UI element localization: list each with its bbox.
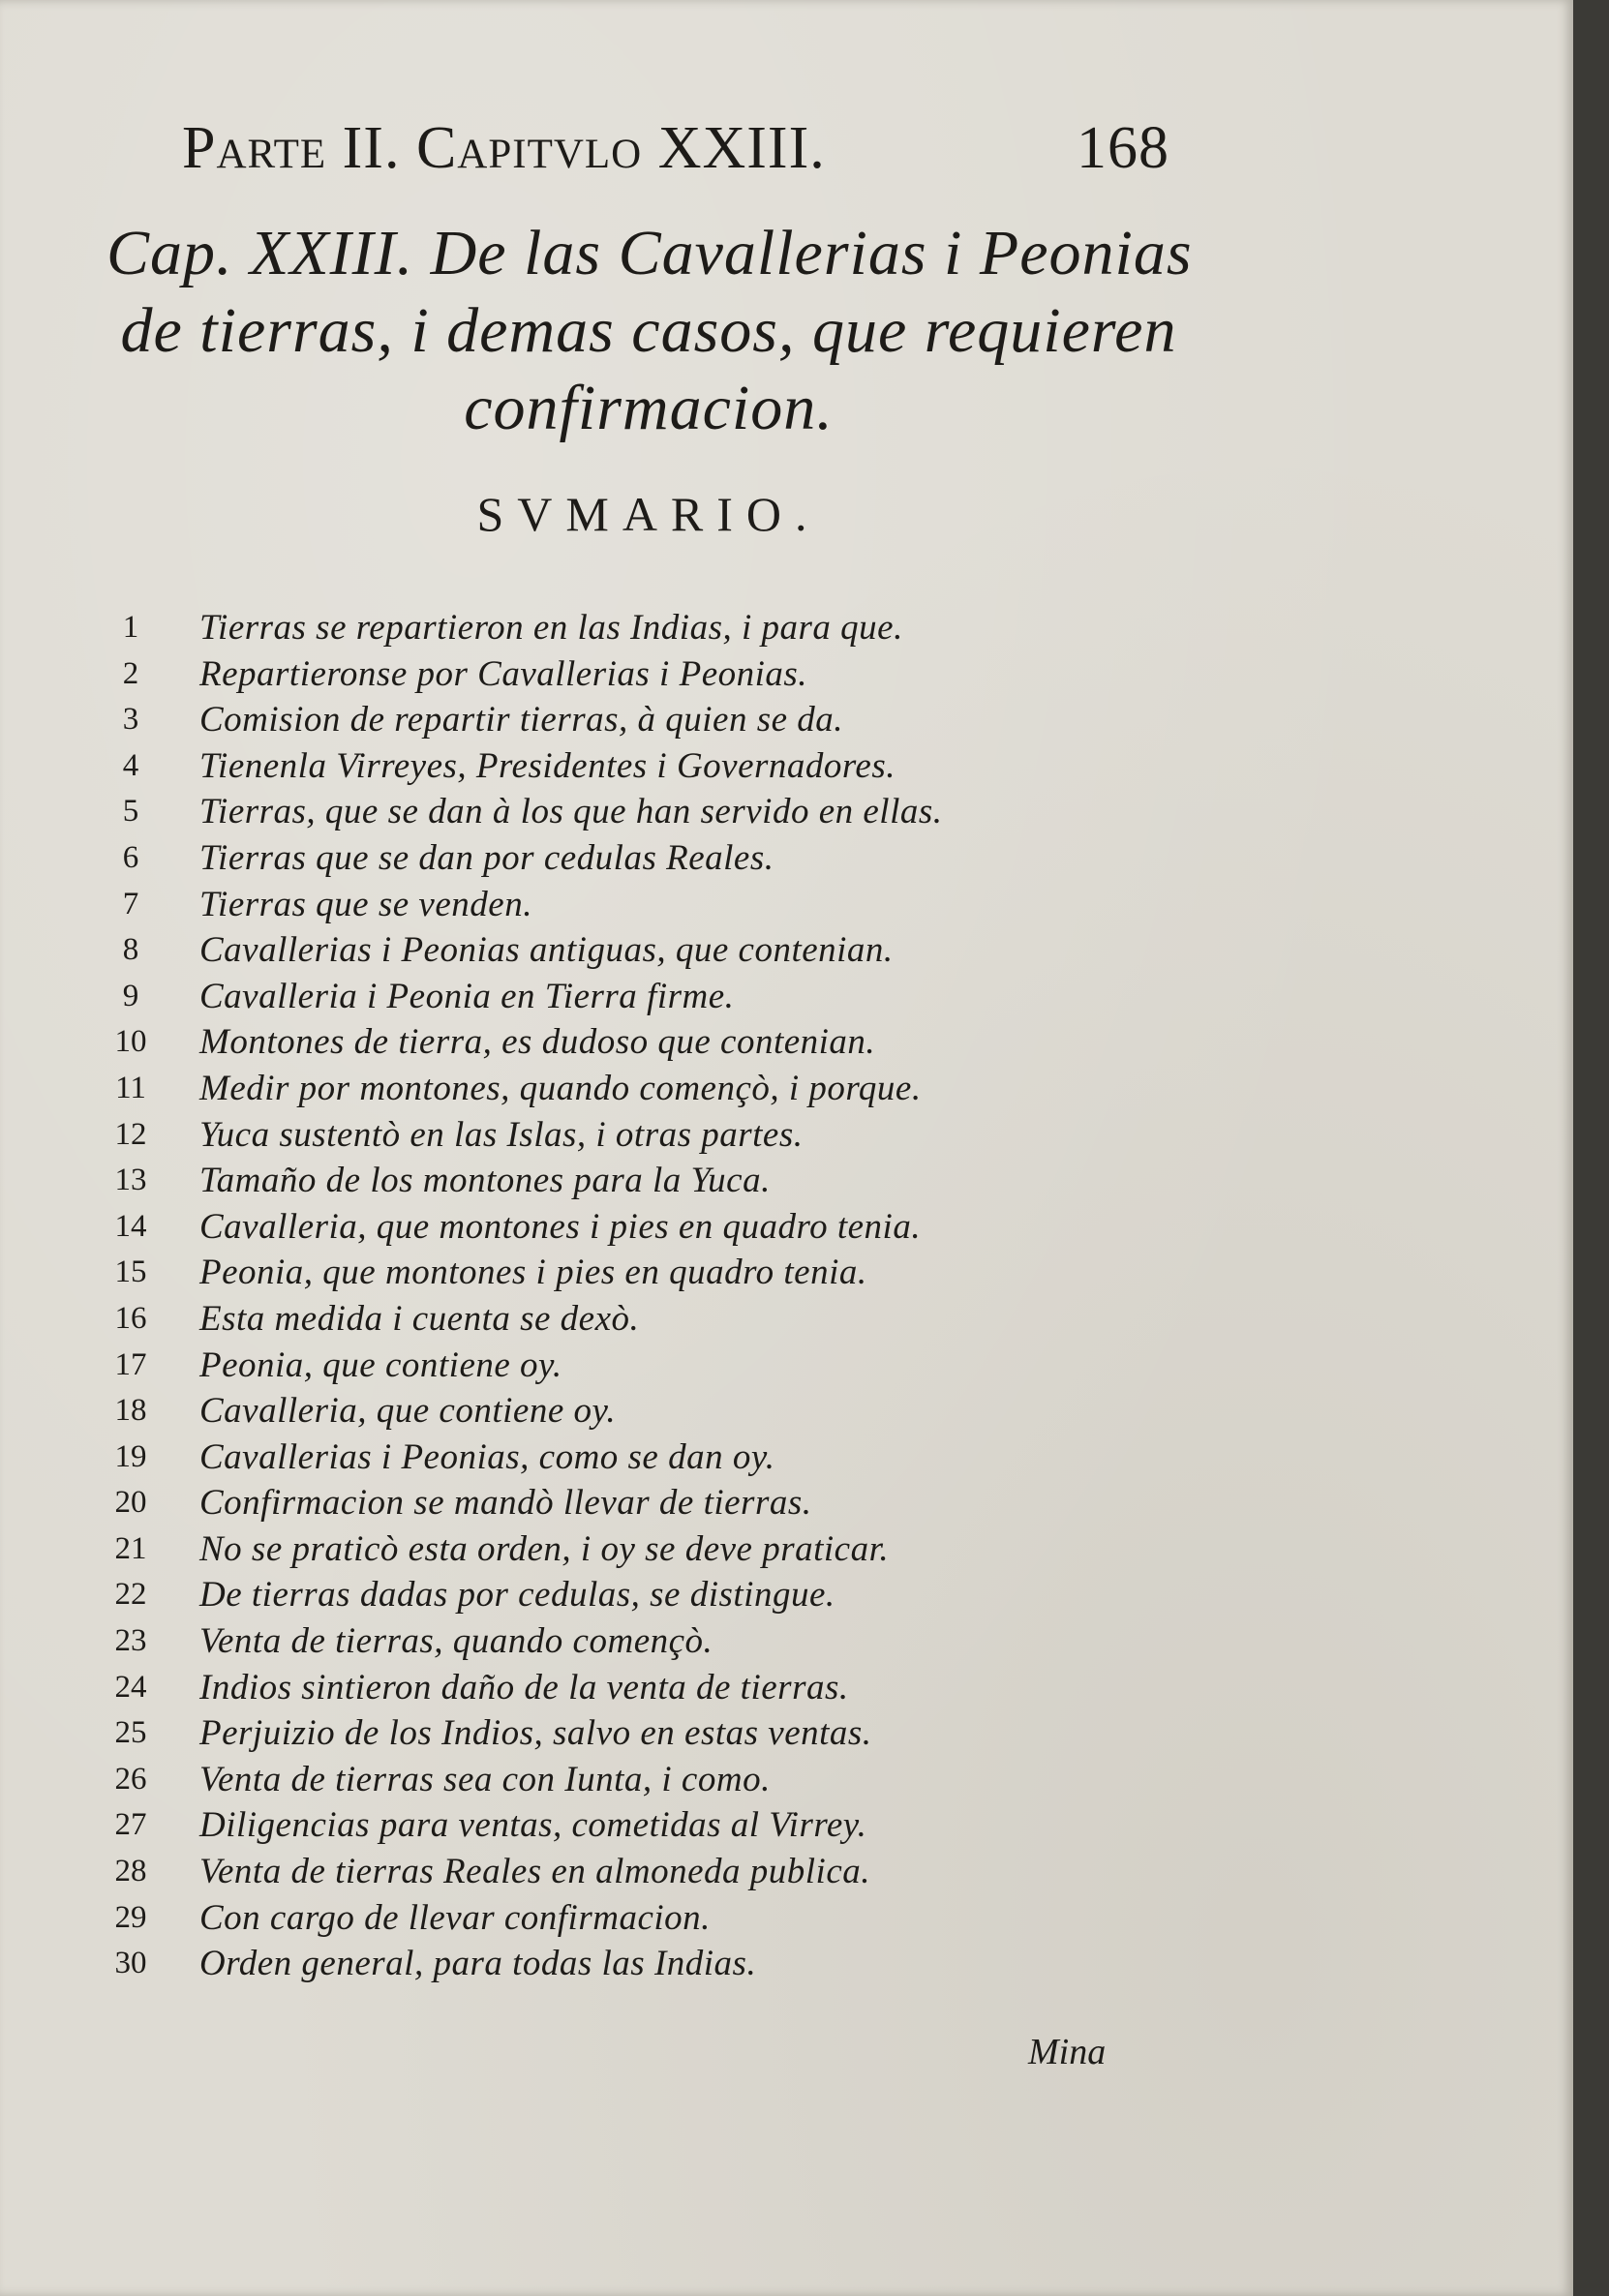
list-item	[87, 1757, 1171, 1803]
item-number: 15	[114, 1254, 147, 1290]
item-number: 21	[114, 1530, 147, 1566]
item-number: 25	[114, 1715, 147, 1751]
catchword: Mina	[1028, 2032, 1107, 2072]
running-head: Parte II. Capitvlo XXIII.	[182, 115, 826, 181]
list-item	[87, 1204, 1171, 1251]
item-text: Esta medida i cuenta se dexò.	[199, 1298, 640, 1339]
item-number: 5	[122, 794, 139, 830]
list-item	[87, 651, 1171, 698]
item-number: 4	[122, 747, 139, 783]
list-item	[87, 1480, 1171, 1526]
list-item	[87, 1250, 1171, 1296]
summary-list	[87, 605, 1171, 1987]
item-text: Tienenla Virreyes, Presidentes i Governadores.	[199, 745, 896, 786]
list-item	[87, 697, 1171, 743]
list-item	[87, 1526, 1171, 1573]
item-number: 6	[122, 839, 139, 875]
item-text: Medir por montones, quando començò, i porque.	[199, 1068, 922, 1108]
item-text: Tierras que se dan por cedulas Reales.	[199, 837, 774, 878]
item-number: 30	[114, 1946, 147, 1981]
scan-edge	[1573, 0, 1609, 2296]
list-item	[87, 1388, 1171, 1435]
item-number: 27	[114, 1807, 147, 1843]
item-text: Yuca sustentò en las Islas, i otras partes.	[199, 1114, 804, 1155]
chapter-title-line-1: Cap. XXIII. De las Cavallerias i Peonias	[106, 218, 1193, 288]
item-number: 22	[114, 1577, 147, 1613]
item-number: 17	[114, 1346, 147, 1382]
item-text: Comision de repartir tierras, à quien se da.	[199, 700, 844, 740]
item-text: Cavallerias i Peonias antiguas, que contenian.	[199, 930, 894, 971]
list-item	[87, 605, 1171, 651]
list-item	[87, 789, 1171, 835]
item-text: De tierras dadas por cedulas, se distingue.	[199, 1575, 835, 1616]
item-text: Peonia, que contiene oy.	[199, 1344, 562, 1385]
list-item	[87, 1112, 1171, 1159]
list-item	[87, 1941, 1171, 1987]
item-text: Venta de tierras Reales en almoneda publica.	[199, 1852, 871, 1892]
chapter-title-line-3: confirmacion.	[464, 373, 834, 443]
list-item	[87, 1435, 1171, 1481]
item-number: 24	[114, 1669, 147, 1705]
item-number: 26	[114, 1761, 147, 1797]
item-text: Orden general, para todas las Indias.	[199, 1944, 757, 1984]
item-number: 19	[114, 1438, 147, 1474]
list-item	[87, 1710, 1171, 1757]
item-text: Indios sintieron daño de la venta de tierras.	[199, 1667, 849, 1707]
item-text: Perjuizio de los Indios, salvo en estas ventas.	[199, 1713, 872, 1754]
page-number: 168	[1077, 115, 1169, 181]
item-number: 20	[114, 1485, 147, 1521]
item-text: Montones de tierra, es dudoso que contenian.	[199, 1022, 876, 1063]
item-number: 23	[114, 1623, 147, 1659]
item-text: Venta de tierras sea con Iunta, i como.	[199, 1759, 771, 1799]
list-item	[87, 882, 1171, 928]
item-text: Cavallerias i Peonias, como se dan oy.	[199, 1436, 775, 1477]
list-item	[87, 1849, 1171, 1895]
item-text: Diligencias para ventas, cometidas al Virrey.	[199, 1805, 867, 1846]
list-item	[87, 1572, 1171, 1618]
item-number: 29	[114, 1899, 147, 1935]
item-text: Tamaño de los montones para la Yuca.	[199, 1161, 771, 1201]
item-number: 13	[114, 1163, 147, 1198]
item-number: 8	[122, 932, 139, 968]
item-text: Tierras se repartieron en las Indias, i para que.	[199, 608, 903, 648]
item-number: 14	[114, 1208, 147, 1244]
sumario-heading: SVMARIO.	[476, 487, 821, 541]
item-text: Repartieronse por Cavallerias i Peonias.	[199, 653, 808, 694]
item-text: Confirmacion se mandò llevar de tierras.	[199, 1483, 812, 1524]
running-header	[182, 114, 1169, 192]
list-item	[87, 1019, 1171, 1066]
chapter-title	[106, 215, 1191, 447]
item-number: 9	[122, 978, 139, 1013]
list-item	[87, 1158, 1171, 1204]
list-item	[87, 927, 1171, 974]
item-text: Tierras que se venden.	[199, 884, 532, 924]
item-number: 12	[114, 1116, 147, 1152]
list-item	[87, 1665, 1171, 1711]
item-number: 11	[115, 1070, 146, 1105]
item-text: Cavalleria i Peonia en Tierra firme.	[199, 976, 735, 1016]
item-text: Peonia, que montones i pies en quadro tenia.	[199, 1253, 867, 1293]
item-text: Con cargo de llevar confirmacion.	[199, 1897, 711, 1938]
list-item	[87, 835, 1171, 882]
item-number: 3	[122, 702, 139, 738]
item-text: Cavalleria, que contiene oy.	[199, 1391, 617, 1432]
item-number: 1	[122, 610, 139, 645]
item-number: 2	[122, 655, 139, 691]
list-item	[87, 743, 1171, 790]
item-text: Venta de tierras, quando començò.	[199, 1621, 713, 1662]
list-item	[87, 974, 1171, 1020]
item-number: 16	[114, 1300, 147, 1336]
item-number: 10	[114, 1024, 147, 1060]
list-item	[87, 1066, 1171, 1112]
item-number: 28	[114, 1854, 147, 1889]
item-text: Cavalleria, que montones i pies en quadro tenia.	[199, 1206, 922, 1247]
item-text: No se praticò esta orden, i oy se deve praticar.	[199, 1528, 890, 1569]
item-number: 18	[114, 1393, 147, 1429]
chapter-title-line-2: de tierras, i demas casos, que requieren	[120, 295, 1177, 366]
list-item	[87, 1296, 1171, 1343]
list-item	[87, 1895, 1171, 1942]
item-text: Tierras, que se dan à los que han servido en ellas.	[199, 792, 943, 832]
item-number: 7	[122, 886, 139, 921]
list-item	[87, 1618, 1171, 1665]
list-item	[87, 1343, 1171, 1389]
list-item	[87, 1802, 1171, 1849]
